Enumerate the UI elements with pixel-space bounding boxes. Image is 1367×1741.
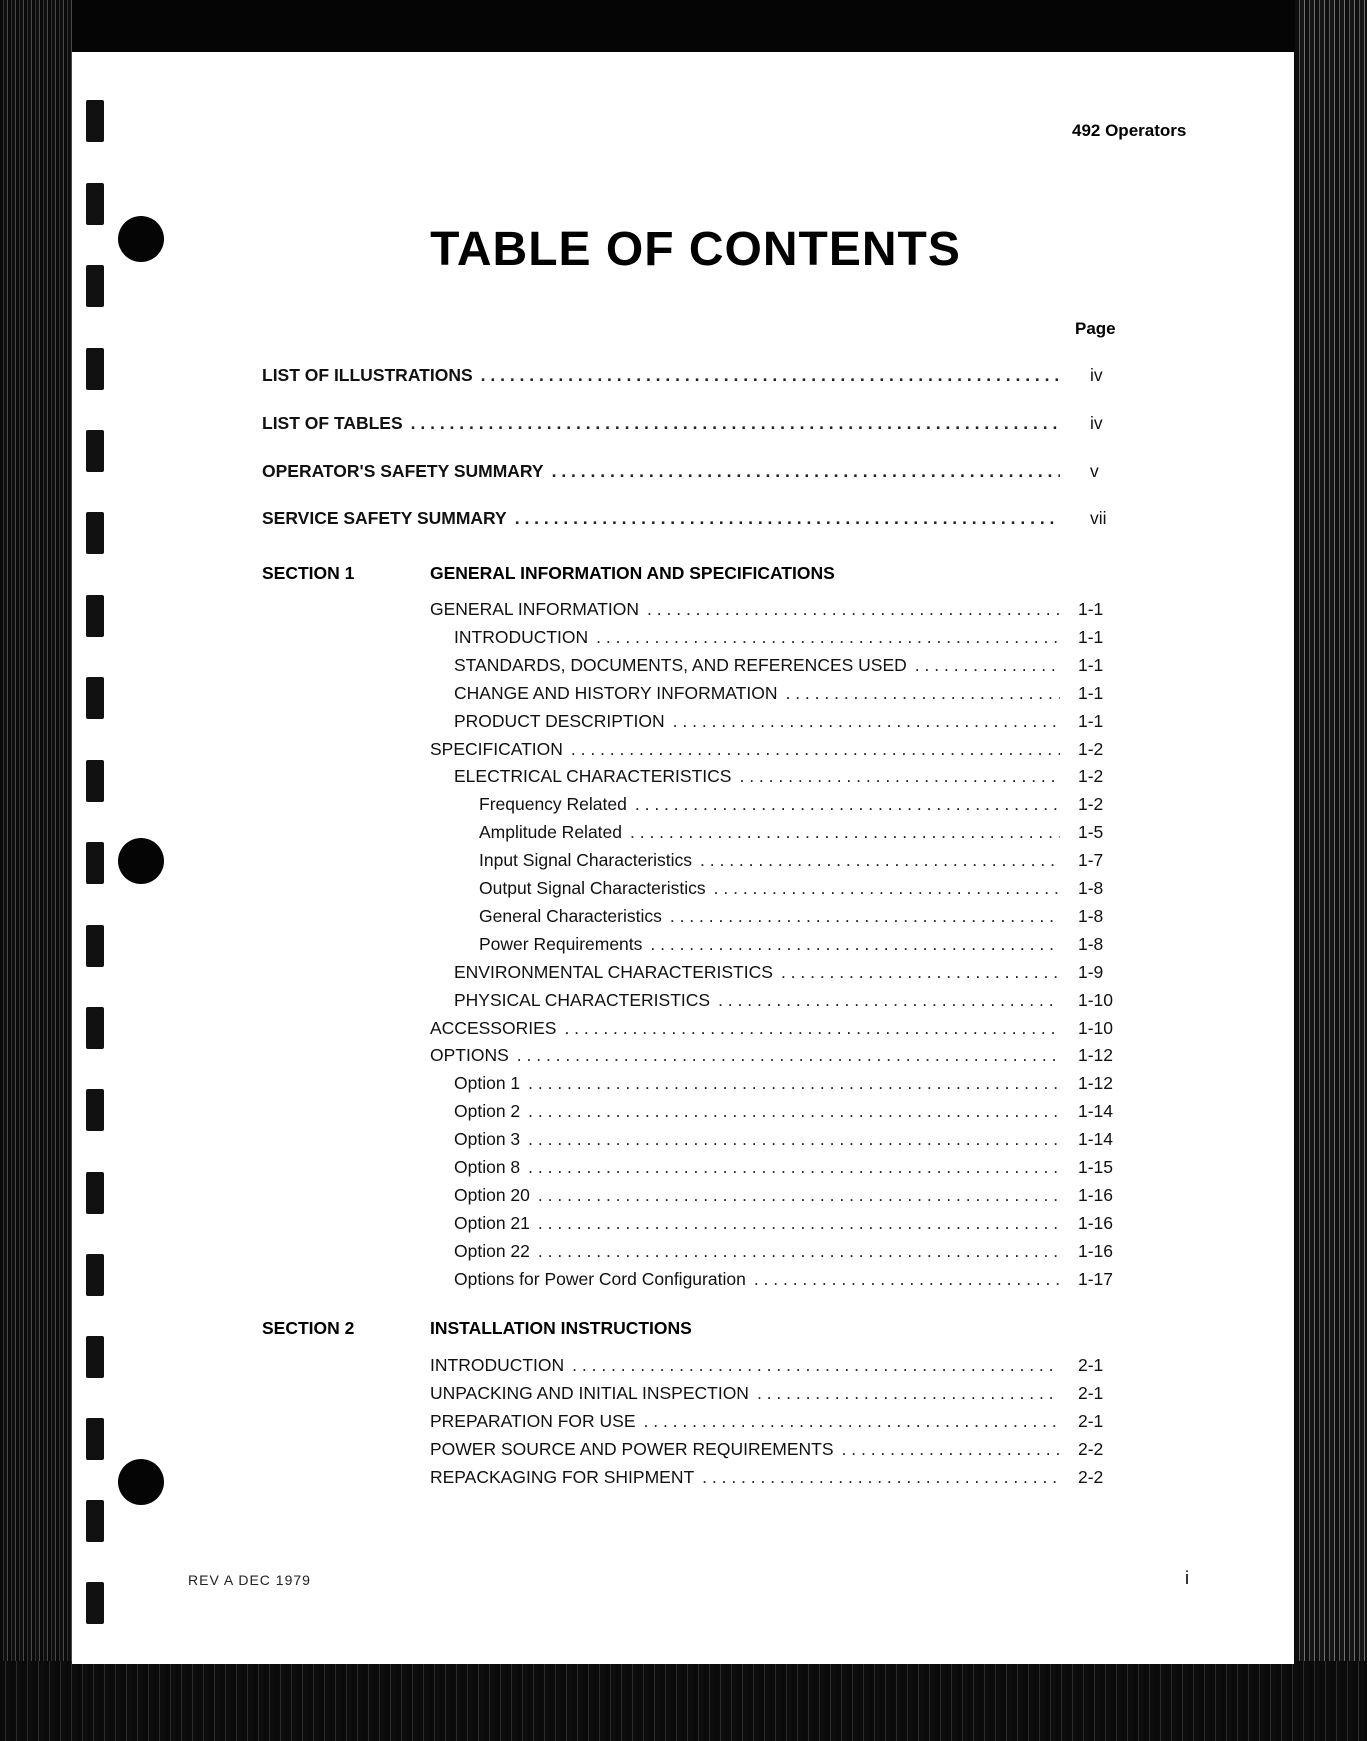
toc-entry-front-matter[interactable] — [262, 508, 1060, 529]
toc-entry[interactable] — [454, 627, 1060, 648]
toc-entry-page: 1-1 — [1078, 626, 1104, 647]
toc-entry[interactable] — [430, 1045, 1060, 1066]
toc-entry-label: UNPACKING AND INITIAL INSPECTION — [430, 1383, 749, 1403]
dot-leader — [528, 1157, 1060, 1178]
toc-entry-page: 1-7 — [1078, 850, 1104, 871]
section-number: SECTION 2 — [262, 1318, 355, 1338]
toc-entry-page: 2-2 — [1078, 1439, 1104, 1459]
toc-entry-label: POWER SOURCE AND POWER REQUIREMENTS — [430, 1439, 834, 1459]
section-title[interactable]: GENERAL INFORMATION AND SPECIFICATIONS — [430, 563, 835, 583]
toc-entry-page: 1-14 — [1078, 1101, 1114, 1122]
dot-leader — [528, 1129, 1060, 1150]
toc-entry-label: INTRODUCTION — [454, 626, 589, 647]
dot-leader — [630, 822, 1060, 843]
toc-entry-label: Input Signal Characteristics — [479, 850, 693, 871]
toc-entry-page: vii — [1090, 508, 1107, 528]
toc-entry-label: PREPARATION FOR USE — [430, 1411, 636, 1431]
toc-entry-page: 1-16 — [1078, 1240, 1114, 1261]
dot-leader — [739, 766, 1060, 787]
toc-entry-label: STANDARDS, DOCUMENTS, AND REFERENCES USED — [454, 654, 907, 675]
dot-leader — [552, 461, 1060, 482]
toc-entry-page: 1-1 — [1078, 654, 1104, 675]
toc-entry-page: 1-8 — [1078, 905, 1104, 926]
toc-entry-page: 1-9 — [1078, 961, 1104, 982]
dot-leader — [528, 1073, 1060, 1094]
dot-leader — [714, 878, 1060, 899]
toc-entry-front-matter[interactable] — [262, 461, 1060, 482]
dot-leader — [785, 683, 1060, 704]
document-id: 492 Operators — [1072, 121, 1187, 140]
toc-entry-page: 2-1 — [1078, 1355, 1104, 1375]
dot-leader — [572, 1355, 1060, 1376]
dot-leader — [650, 934, 1060, 955]
toc-entry-label: REPACKAGING FOR SHIPMENT — [430, 1467, 695, 1487]
toc-entry[interactable] — [430, 1467, 1060, 1488]
dot-leader — [538, 1241, 1060, 1262]
toc-entry-label: Output Signal Characteristics — [479, 878, 706, 898]
toc-entry[interactable] — [479, 934, 1060, 955]
dot-leader — [781, 962, 1060, 983]
toc-entry-label: INTRODUCTION — [430, 1355, 565, 1375]
toc-entry-page: 2-1 — [1078, 1383, 1104, 1403]
toc-entry-label: Option 20 — [454, 1184, 530, 1205]
toc-entry[interactable] — [454, 1241, 1060, 1262]
toc-entry-page: 1-1 — [1078, 599, 1104, 619]
dot-leader — [517, 1045, 1060, 1066]
toc-entry-page: 1-16 — [1078, 1184, 1114, 1205]
toc-entry-label: SERVICE SAFETY SUMMARY — [262, 508, 507, 528]
toc-entry-page: 1-12 — [1078, 1045, 1114, 1066]
toc-entry[interactable] — [479, 822, 1060, 843]
toc-entry[interactable] — [430, 1383, 1060, 1404]
toc-entry[interactable] — [454, 1073, 1060, 1094]
toc-entry-page: 1-14 — [1078, 1129, 1114, 1150]
toc-entry-page: 1-8 — [1078, 933, 1104, 954]
toc-entry[interactable] — [430, 1439, 1060, 1460]
dot-leader — [481, 365, 1060, 386]
toc-entry[interactable] — [454, 683, 1060, 704]
toc-entry[interactable] — [430, 1018, 1060, 1039]
toc-entry-page: iv — [1090, 413, 1103, 433]
toc-entry-label: OPERATOR'S SAFETY SUMMARY — [262, 461, 544, 481]
toc-entry-label: Option 22 — [454, 1240, 530, 1261]
dot-leader — [635, 794, 1060, 815]
toc-entry[interactable] — [479, 794, 1060, 815]
toc-entry[interactable] — [454, 1213, 1060, 1234]
toc-entry-label: ELECTRICAL CHARACTERISTICS — [454, 766, 732, 787]
dot-leader — [718, 990, 1060, 1011]
toc-entry-label: Amplitude Related — [479, 822, 622, 843]
dot-leader — [754, 1269, 1060, 1290]
toc-entry[interactable] — [430, 739, 1060, 760]
toc-entry-page: 1-12 — [1078, 1073, 1114, 1094]
toc-entry-label: ENVIRONMENTAL CHARACTERISTICS — [454, 961, 773, 982]
toc-entry-page: 1-10 — [1078, 1017, 1114, 1038]
toc-entry[interactable] — [454, 766, 1060, 787]
toc-entry-page: 1-17 — [1078, 1268, 1114, 1289]
dot-leader — [670, 906, 1060, 927]
page-column-heading: Page — [1075, 319, 1116, 338]
toc-entry[interactable] — [479, 906, 1060, 927]
dot-leader — [915, 655, 1060, 676]
toc-entry-page: 2-1 — [1078, 1411, 1104, 1431]
toc-entry-label: GENERAL INFORMATION — [430, 599, 640, 619]
toc-entry-page: 1-2 — [1078, 794, 1104, 815]
toc-entry-label: SPECIFICATION — [430, 738, 563, 759]
toc-entry-label: PRODUCT DESCRIPTION — [454, 710, 665, 731]
toc-entry-label: CHANGE AND HISTORY INFORMATION — [454, 682, 778, 703]
toc-entry-page: 1-5 — [1078, 822, 1104, 843]
toc-entry-label: ACCESSORIES — [430, 1017, 557, 1038]
toc-entry-page: 1-15 — [1078, 1157, 1114, 1177]
toc-entry-label: Frequency Related — [479, 794, 627, 815]
toc-entry-front-matter[interactable] — [262, 413, 1060, 434]
toc-entry-page: 1-16 — [1078, 1212, 1114, 1233]
toc-entry-label: Option 3 — [454, 1129, 521, 1150]
toc-entry-label: LIST OF ILLUSTRATIONS — [262, 365, 473, 385]
toc-entry[interactable] — [454, 1157, 1060, 1178]
toc-entry-label: Option 21 — [454, 1212, 530, 1233]
dot-leader — [673, 711, 1060, 732]
toc-entry-page: 1-2 — [1078, 766, 1104, 787]
section-title[interactable]: INSTALLATION INSTRUCTIONS — [430, 1318, 692, 1338]
toc-entry-label: Option 2 — [454, 1101, 521, 1122]
toc-entry-page: 2-2 — [1078, 1467, 1104, 1487]
dot-leader — [647, 599, 1060, 620]
toc-entry-page: 1-1 — [1078, 710, 1104, 731]
toc-entry-front-matter[interactable] — [262, 365, 1060, 386]
toc-entry[interactable] — [454, 1129, 1060, 1150]
dot-leader — [538, 1213, 1060, 1234]
toc-entry-page: 1-8 — [1078, 878, 1104, 898]
page-title: TABLE OF CONTENTS — [430, 223, 961, 276]
toc-entry[interactable] — [454, 1185, 1060, 1206]
toc-entry-page: 1-2 — [1078, 738, 1104, 759]
toc-entry-label: LIST OF TABLES — [262, 413, 403, 433]
toc-entry[interactable] — [454, 711, 1060, 732]
toc-entry-label: Power Requirements — [479, 933, 643, 954]
dot-leader — [842, 1439, 1060, 1460]
toc-entry[interactable] — [430, 599, 1060, 620]
dot-leader — [757, 1383, 1060, 1404]
toc-entry-page: iv — [1090, 365, 1103, 385]
toc-entry[interactable] — [479, 850, 1060, 871]
toc-entry[interactable] — [454, 962, 1060, 983]
dot-leader — [538, 1185, 1060, 1206]
dot-leader — [564, 1018, 1060, 1039]
toc-entry[interactable] — [430, 1411, 1060, 1432]
toc-entry-page: 1-10 — [1078, 989, 1114, 1010]
dot-leader — [596, 627, 1060, 648]
dot-leader — [571, 739, 1060, 760]
dot-leader — [702, 1467, 1060, 1488]
toc-entry-page: v — [1090, 461, 1099, 481]
section-number: SECTION 1 — [262, 563, 355, 583]
toc-entry-page: 1-1 — [1078, 682, 1104, 703]
page-number: i — [1185, 1568, 1189, 1588]
dot-leader — [528, 1101, 1060, 1122]
dot-leader — [644, 1411, 1061, 1432]
toc-entry-label: PHYSICAL CHARACTERISTICS — [454, 989, 711, 1010]
dot-leader — [411, 413, 1060, 434]
dot-leader — [515, 508, 1060, 529]
toc-entry-label: OPTIONS — [430, 1045, 509, 1066]
toc-entry[interactable] — [454, 1269, 1060, 1290]
toc-entry-label: Option 8 — [454, 1157, 521, 1177]
toc-entry[interactable] — [479, 878, 1060, 899]
dot-leader — [700, 850, 1060, 871]
revision-note: REV A DEC 1979 — [188, 1572, 311, 1588]
toc-entry-label: Options for Power Cord Configuration — [454, 1268, 746, 1289]
toc-entry[interactable] — [454, 990, 1060, 1011]
toc-entry-label: Option 1 — [454, 1073, 521, 1094]
toc-entry[interactable] — [454, 655, 1060, 676]
toc-entry-label: General Characteristics — [479, 905, 662, 926]
toc-entry[interactable] — [430, 1355, 1060, 1376]
toc-entry[interactable] — [454, 1101, 1060, 1122]
